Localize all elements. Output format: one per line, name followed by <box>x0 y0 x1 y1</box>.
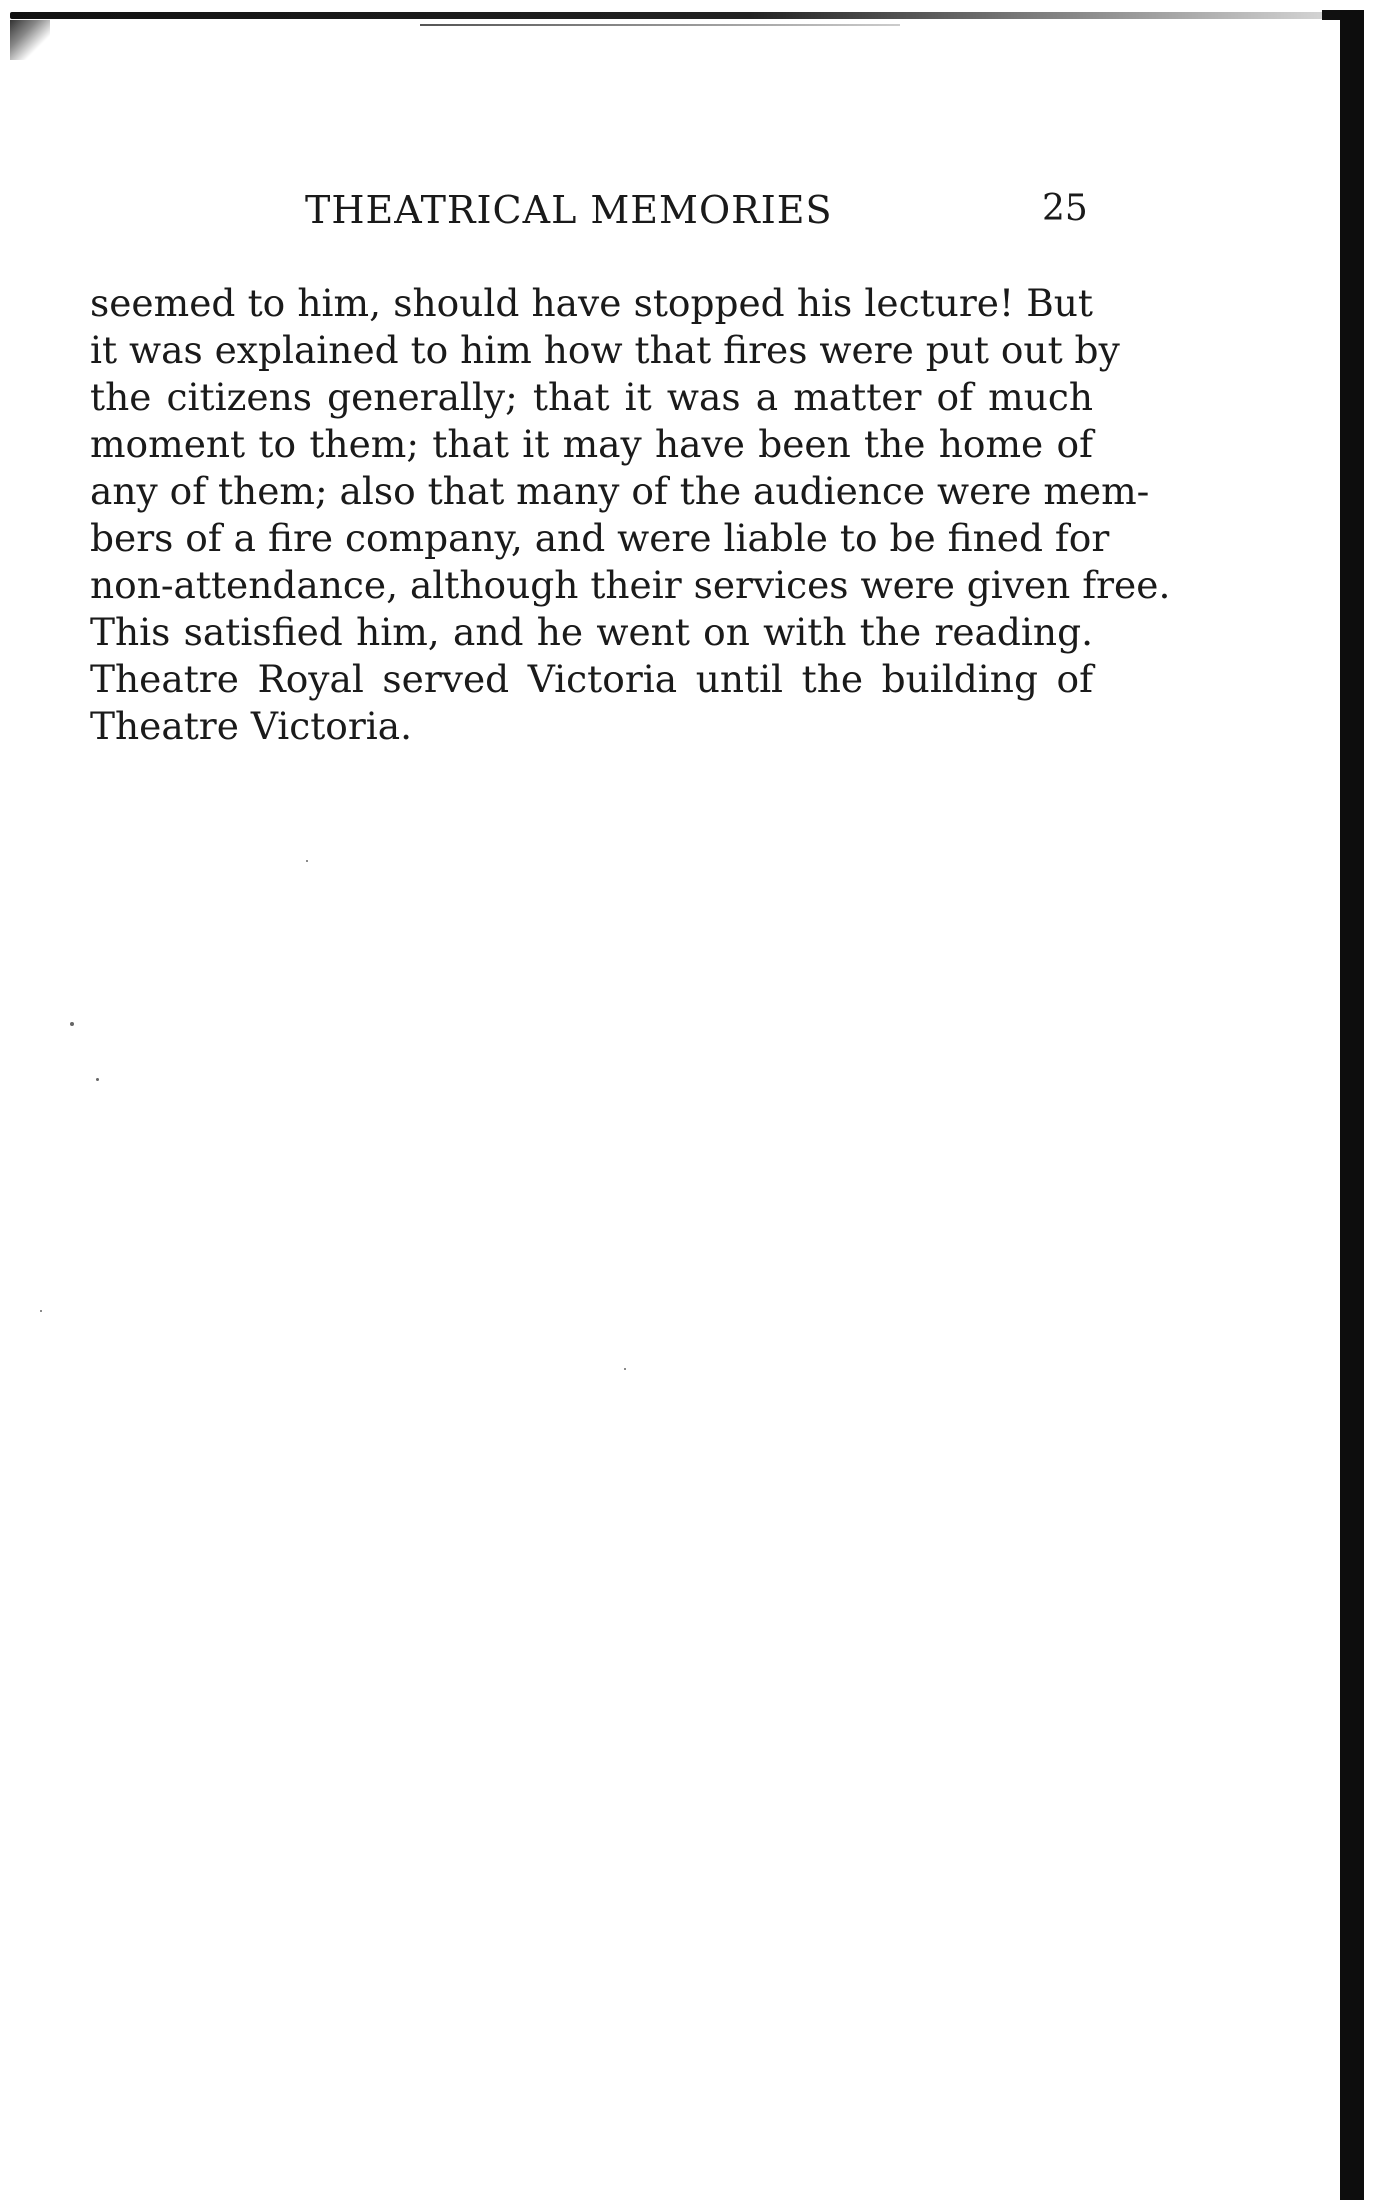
running-head-title: THEATRICAL MEMORIES <box>305 188 833 232</box>
text-line: any of them; also that many of the audience were mem- <box>90 469 1150 513</box>
scan-speck <box>96 1078 99 1081</box>
scan-speck <box>306 860 308 862</box>
scan-top-edge-thin <box>420 24 900 26</box>
scan-speck <box>40 1310 42 1312</box>
scan-speck <box>624 1368 626 1370</box>
running-head <box>90 188 1090 248</box>
scan-speck <box>70 1022 74 1026</box>
text-line: the citizens generally; that it was a matter of much <box>90 375 1093 419</box>
text-line: Theatre Victoria. <box>90 704 413 748</box>
page-number: 25 <box>1042 188 1088 229</box>
text-line: it was explained to him how that fires were put out by <box>90 328 1120 372</box>
scan-right-edge <box>1340 10 1364 2200</box>
text-line: bers of a fire company, and were liable to be fined for <box>90 516 1110 560</box>
body-paragraph <box>90 280 1171 750</box>
scan-corner-smudge <box>10 20 50 60</box>
text-line: seemed to him, should have stopped his lecture! But <box>90 281 1093 325</box>
text-line: non-attendance, although their services were given free. <box>90 563 1171 607</box>
text-line: Theatre Royal served Victoria until the building of <box>90 657 1093 701</box>
text-line: moment to them; that it may have been the home of <box>90 422 1093 466</box>
text-line: This satisfied him, and he went on with the reading. <box>90 610 1093 654</box>
scan-top-edge <box>10 12 1355 19</box>
